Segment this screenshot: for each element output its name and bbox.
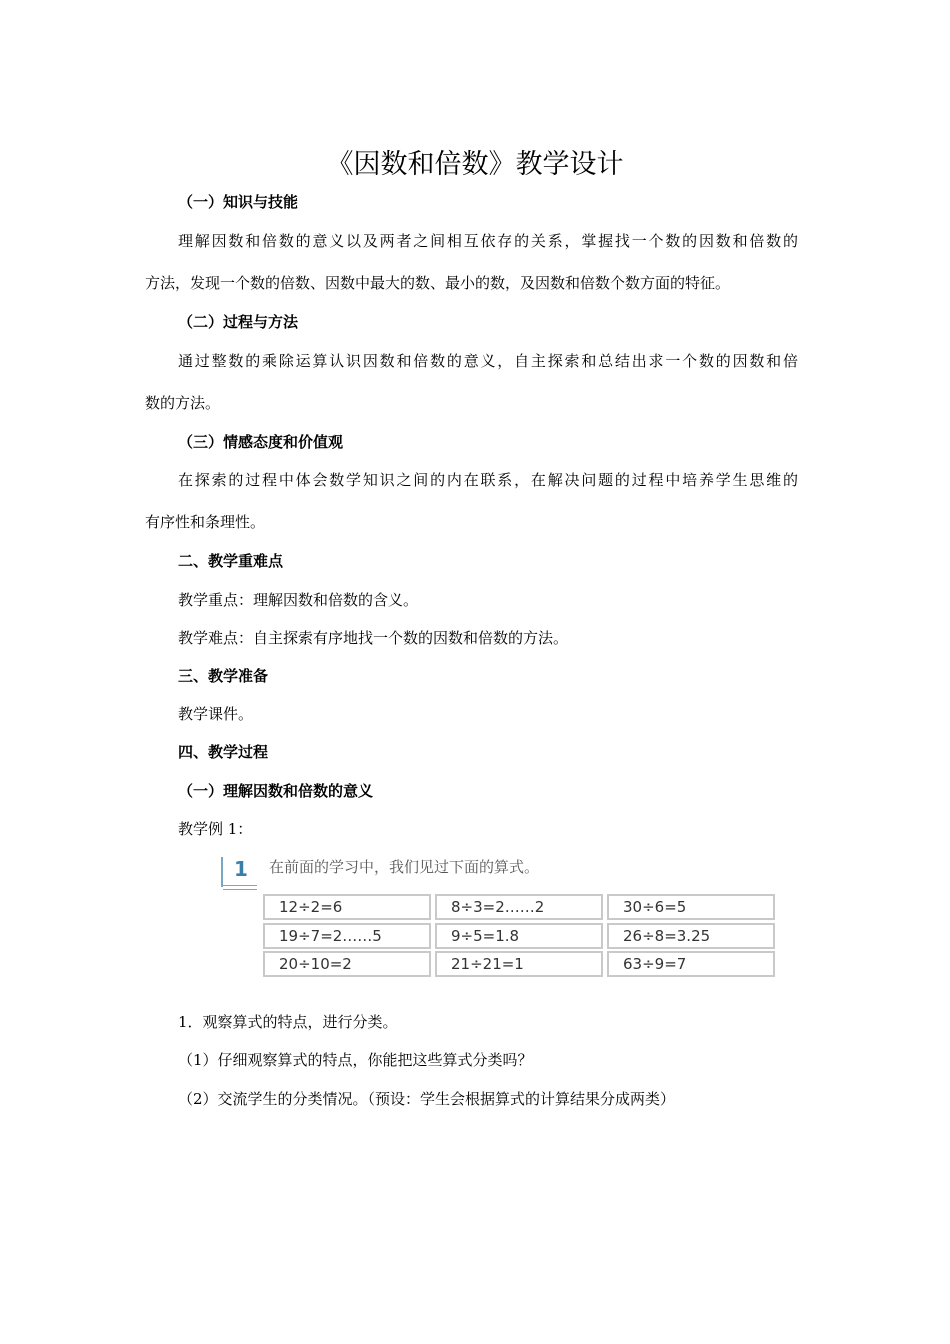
subsection-heading: （一）理解因数和倍数的意义 [178, 782, 374, 800]
example-label: 教学例 1： [178, 820, 253, 838]
example-number: 1 [234, 857, 248, 881]
paragraph-line: 有序性和条理性。 [145, 513, 266, 531]
equation-cell: 12÷2=6 [263, 894, 431, 920]
step-line: （1）仔细观察算式的特点，你能把这些算式分类吗？ [178, 1051, 533, 1069]
paragraph-line: 数的方法。 [145, 394, 221, 412]
figure-caption: 在前面的学习中，我们见过下面的算式。 [269, 858, 540, 876]
equation-cell: 8÷3=2……2 [435, 894, 603, 920]
equation-cell: 30÷6=5 [607, 894, 775, 920]
paragraph-line: 教学重点：理解因数和倍数的含义。 [178, 591, 419, 609]
equation-cell: 21÷21=1 [435, 951, 603, 977]
equation-cell: 9÷5=1.8 [435, 923, 603, 949]
section-heading-preparation: 三、教学准备 [178, 667, 269, 685]
section-heading-key-points: 二、教学重难点 [178, 552, 284, 570]
paragraph-line: 在探索的过程中体会数学知识之间的内在联系，在解决问题的过程中培养学生思维的 [178, 471, 798, 489]
paragraph-line: 教学难点：自主探索有序地找一个数的因数和倍数的方法。 [178, 629, 569, 647]
step-line: 1．观察算式的特点，进行分类。 [178, 1013, 398, 1031]
equation-cell: 26÷8=3.25 [607, 923, 775, 949]
section-heading-attitude: （三）情感态度和价值观 [178, 433, 344, 451]
step-line: （2）交流学生的分类情况。（预设：学生会根据算式的计算结果分成两类） [178, 1090, 676, 1108]
section-heading-process-teaching: 四、教学过程 [178, 743, 269, 761]
equation-cell: 63÷9=7 [607, 951, 775, 977]
paragraph-line: 方法，发现一个数的倍数、因数中最大的数、最小的数，及因数和倍数个数方面的特征。 [145, 274, 731, 292]
equation-cell: 19÷7=2……5 [263, 923, 431, 949]
paragraph-line: 通过整数的乘除运算认识因数和倍数的意义，自主探索和总结出求一个数的因数和倍 [178, 352, 798, 370]
paragraph-line: 教学课件。 [178, 705, 254, 723]
equation-cell: 20÷10=2 [263, 951, 431, 977]
book-icon [217, 851, 257, 889]
document-title: 《因数和倍数》教学设计 [326, 149, 624, 180]
example-figure [213, 847, 773, 979]
section-heading-knowledge: （一）知识与技能 [178, 193, 299, 211]
section-heading-process: （二）过程与方法 [178, 313, 299, 331]
paragraph-line: 理解因数和倍数的意义以及两者之间相互依存的关系，掌握找一个数的因数和倍数的 [178, 232, 798, 250]
